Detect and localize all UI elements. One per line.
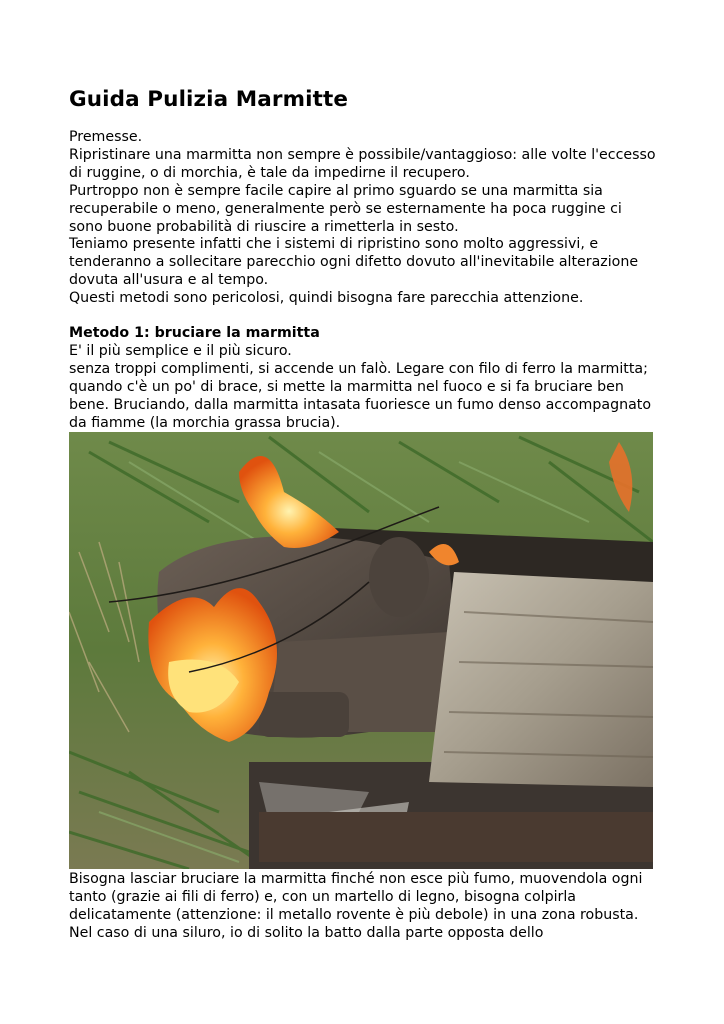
intro-line: Purtroppo non è sempre facile capire al primo sguardo se una marmitta sia recuperabile o meno, generalmente però se esternamente ha poca ruggine ci sono buone probabilità di riuscire a rimetterla in sesto. [69,182,622,235]
method1-heading: Metodo 1: bruciare la marmitta [69,325,320,342]
intro-line: Teniamo presente infatti che i sistemi di ripristino sono molto aggressivi, e tenderanno a sollecitare parecchio ogni difetto dovuto all'inevitabile alterazione dovuta all'usura e al tempo. [69,236,639,289]
intro-line: Premesse. [69,129,143,145]
method1-line: senza troppi complimenti, si accende un falò. Legare con filo di ferro la marmitta; quando c'è un po' di brace, si mette la marmitta nel fuoco e si fa bruciare ben bene. Bruciando, dalla marmitta intasata fuoriesce un fumo denso accompagnato da fiamme (la morchia grassa brucia). [69,360,652,431]
after-photo-text [69,871,659,943]
method1-line: E' il più semplice e il più sicuro. [69,342,292,359]
document-page [69,84,659,433]
intro-line: Ripristinare una marmitta non sempre è possibile/vantaggioso: alle volte l'eccesso di ruggine, o di morchia, è tale da impedirne il recupero. [69,146,656,181]
burning-exhaust-photo [69,432,653,869]
page-title: Guida Pulizia Marmitte [69,87,349,112]
body-paragraph: Bisogna lasciar bruciare la marmitta finché non esce più fumo, muovendola ogni tanto (grazie ai fili di ferro) e, con un martello di legno, bisogna colpirla delicatamente (attenzione: il metallo rovente è più debole) in una zona robusta. Nel caso di una siluro, io di solito la batto dalla parte opposta dello [69,871,643,941]
intro-section [69,129,659,433]
intro-line: Questi metodi sono pericolosi, quindi bisogna fare parecchia attenzione. [69,290,584,307]
